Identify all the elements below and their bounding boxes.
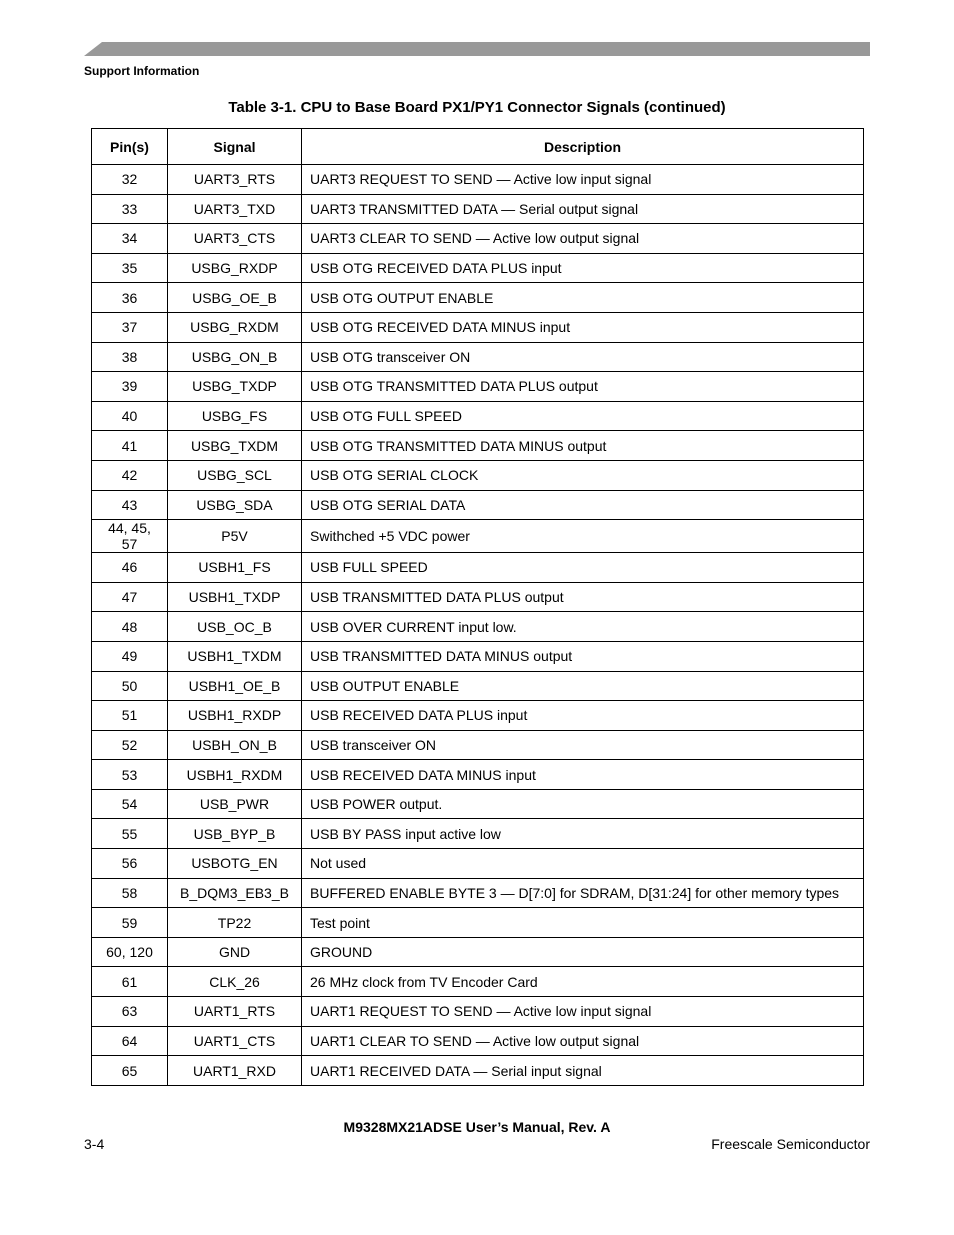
pin-cell: 59 <box>92 908 168 938</box>
table-row <box>92 849 864 879</box>
description-cell: USB OTG OUTPUT ENABLE <box>302 283 864 313</box>
pin-cell: 40 <box>92 401 168 431</box>
pin-cell: 43 <box>92 490 168 520</box>
column-header-description: Description <box>302 129 864 165</box>
pin-cell: 32 <box>92 165 168 195</box>
table-row <box>92 878 864 908</box>
page-number: 3-4 <box>84 1136 105 1152</box>
pin-cell: 53 <box>92 760 168 790</box>
signal-cell: USBH1_TXDP <box>168 582 302 612</box>
signal-cell: B_DQM3_EB3_B <box>168 878 302 908</box>
signal-cell: USB_OC_B <box>168 612 302 642</box>
signal-cell: UART3_CTS <box>168 224 302 254</box>
table-row <box>92 1026 864 1056</box>
signal-cell: GND <box>168 937 302 967</box>
table-row <box>92 789 864 819</box>
table-row <box>92 730 864 760</box>
pin-cell: 39 <box>92 372 168 402</box>
table-row <box>92 967 864 997</box>
signal-cell: UART1_RXD <box>168 1056 302 1086</box>
table-row <box>92 641 864 671</box>
table-row <box>92 342 864 372</box>
table-row <box>92 372 864 402</box>
description-cell: USB OTG TRANSMITTED DATA MINUS output <box>302 431 864 461</box>
description-cell: USB RECEIVED DATA PLUS input <box>302 701 864 731</box>
description-cell: USB OTG RECEIVED DATA MINUS input <box>302 312 864 342</box>
description-cell: GROUND <box>302 937 864 967</box>
pin-cell: 51 <box>92 701 168 731</box>
pin-cell: 58 <box>92 878 168 908</box>
signal-cell: USBH_ON_B <box>168 730 302 760</box>
table-row <box>92 283 864 313</box>
signal-cell: USBH1_OE_B <box>168 671 302 701</box>
description-cell: USB RECEIVED DATA MINUS input <box>302 760 864 790</box>
table-row <box>92 997 864 1027</box>
signal-cell: USBG_SDA <box>168 490 302 520</box>
pin-cell: 47 <box>92 582 168 612</box>
description-cell: USB BY PASS input active low <box>302 819 864 849</box>
pin-cell: 54 <box>92 789 168 819</box>
table-row <box>92 194 864 224</box>
signals-table <box>91 128 864 1086</box>
description-cell: USB transceiver ON <box>302 730 864 760</box>
pin-cell: 34 <box>92 224 168 254</box>
table-row <box>92 224 864 254</box>
table-row <box>92 431 864 461</box>
table-row <box>92 612 864 642</box>
table-row <box>92 165 864 195</box>
table-row <box>92 401 864 431</box>
signal-cell: USBOTG_EN <box>168 849 302 879</box>
signal-cell: UART1_RTS <box>168 997 302 1027</box>
signal-cell: USBH1_RXDP <box>168 701 302 731</box>
table-row <box>92 253 864 283</box>
description-cell: USB OTG transceiver ON <box>302 342 864 372</box>
table-header-row <box>92 129 864 165</box>
signal-cell: UART3_RTS <box>168 165 302 195</box>
signal-cell: USBG_FS <box>168 401 302 431</box>
pin-cell: 48 <box>92 612 168 642</box>
pin-cell: 52 <box>92 730 168 760</box>
section-label: Support Information <box>84 64 200 78</box>
table-row <box>92 582 864 612</box>
table-body <box>92 165 864 1086</box>
pin-cell: 38 <box>92 342 168 372</box>
signal-cell: USBG_RXDM <box>168 312 302 342</box>
description-cell: Swithched +5 VDC power <box>302 520 864 553</box>
signal-cell: USBH1_RXDM <box>168 760 302 790</box>
signal-cell: UART3_TXD <box>168 194 302 224</box>
signal-cell: P5V <box>168 520 302 553</box>
table-row <box>92 520 864 553</box>
table-row <box>92 312 864 342</box>
signal-cell: USBG_ON_B <box>168 342 302 372</box>
table-row <box>92 1056 864 1086</box>
signal-cell: UART1_CTS <box>168 1026 302 1056</box>
signal-cell: USBG_TXDP <box>168 372 302 402</box>
table-row <box>92 553 864 583</box>
signal-cell: USBH1_FS <box>168 553 302 583</box>
manual-title: M9328MX21ADSE User’s Manual, Rev. A <box>343 1119 611 1135</box>
column-header-signal: Signal <box>168 129 302 165</box>
description-cell: UART3 REQUEST TO SEND — Active low input signal <box>302 165 864 195</box>
pin-cell: 50 <box>92 671 168 701</box>
signal-cell: USBG_OE_B <box>168 283 302 313</box>
description-cell: USB TRANSMITTED DATA MINUS output <box>302 641 864 671</box>
table-row <box>92 671 864 701</box>
description-cell: USB OTG FULL SPEED <box>302 401 864 431</box>
signal-cell: USBH1_TXDM <box>168 641 302 671</box>
pin-cell: 65 <box>92 1056 168 1086</box>
description-cell: USB OTG RECEIVED DATA PLUS input <box>302 253 864 283</box>
pin-cell: 61 <box>92 967 168 997</box>
description-cell: USB OVER CURRENT input low. <box>302 612 864 642</box>
pin-cell: 33 <box>92 194 168 224</box>
description-cell: Test point <box>302 908 864 938</box>
pin-cell: 60, 120 <box>92 937 168 967</box>
table-row <box>92 908 864 938</box>
pin-cell: 35 <box>92 253 168 283</box>
description-cell: USB FULL SPEED <box>302 553 864 583</box>
description-cell: USB OTG SERIAL DATA <box>302 490 864 520</box>
description-cell: UART1 CLEAR TO SEND — Active low output signal <box>302 1026 864 1056</box>
table-title: Table 3-1. CPU to Base Board PX1/PY1 Connector Signals (continued) <box>228 99 726 116</box>
table-row <box>92 819 864 849</box>
description-cell: USB OTG SERIAL CLOCK <box>302 460 864 490</box>
table-row <box>92 490 864 520</box>
pin-cell: 42 <box>92 460 168 490</box>
pin-cell: 46 <box>92 553 168 583</box>
description-cell: UART1 REQUEST TO SEND — Active low input signal <box>302 997 864 1027</box>
table-row <box>92 760 864 790</box>
pin-cell: 55 <box>92 819 168 849</box>
description-cell: USB OTG TRANSMITTED DATA PLUS output <box>302 372 864 402</box>
description-cell: UART3 TRANSMITTED DATA — Serial output signal <box>302 194 864 224</box>
company-name: Freescale Semiconductor <box>711 1136 870 1152</box>
table-row <box>92 701 864 731</box>
description-cell: Not used <box>302 849 864 879</box>
pin-cell: 56 <box>92 849 168 879</box>
pin-cell: 36 <box>92 283 168 313</box>
table-row <box>92 937 864 967</box>
pin-cell: 41 <box>92 431 168 461</box>
pin-cell: 64 <box>92 1026 168 1056</box>
description-cell: USB TRANSMITTED DATA PLUS output <box>302 582 864 612</box>
signal-cell: USBG_TXDM <box>168 431 302 461</box>
header-bar <box>84 42 870 56</box>
pin-cell: 49 <box>92 641 168 671</box>
signal-cell: USBG_RXDP <box>168 253 302 283</box>
signal-cell: USB_PWR <box>168 789 302 819</box>
description-cell: UART1 RECEIVED DATA — Serial input signal <box>302 1056 864 1086</box>
signal-cell: TP22 <box>168 908 302 938</box>
description-cell: BUFFERED ENABLE BYTE 3 — D[7:0] for SDRAM, D[31:24] for other memory types <box>302 878 864 908</box>
pin-cell: 37 <box>92 312 168 342</box>
description-cell: UART3 CLEAR TO SEND — Active low output signal <box>302 224 864 254</box>
signal-cell: CLK_26 <box>168 967 302 997</box>
signal-cell: USB_BYP_B <box>168 819 302 849</box>
description-cell: USB POWER output. <box>302 789 864 819</box>
description-cell: 26 MHz clock from TV Encoder Card <box>302 967 864 997</box>
table-row <box>92 460 864 490</box>
column-header-pins: Pin(s) <box>92 129 168 165</box>
pin-cell: 44, 45, 57 <box>92 520 168 553</box>
signal-cell: USBG_SCL <box>168 460 302 490</box>
pin-cell: 63 <box>92 997 168 1027</box>
description-cell: USB OUTPUT ENABLE <box>302 671 864 701</box>
